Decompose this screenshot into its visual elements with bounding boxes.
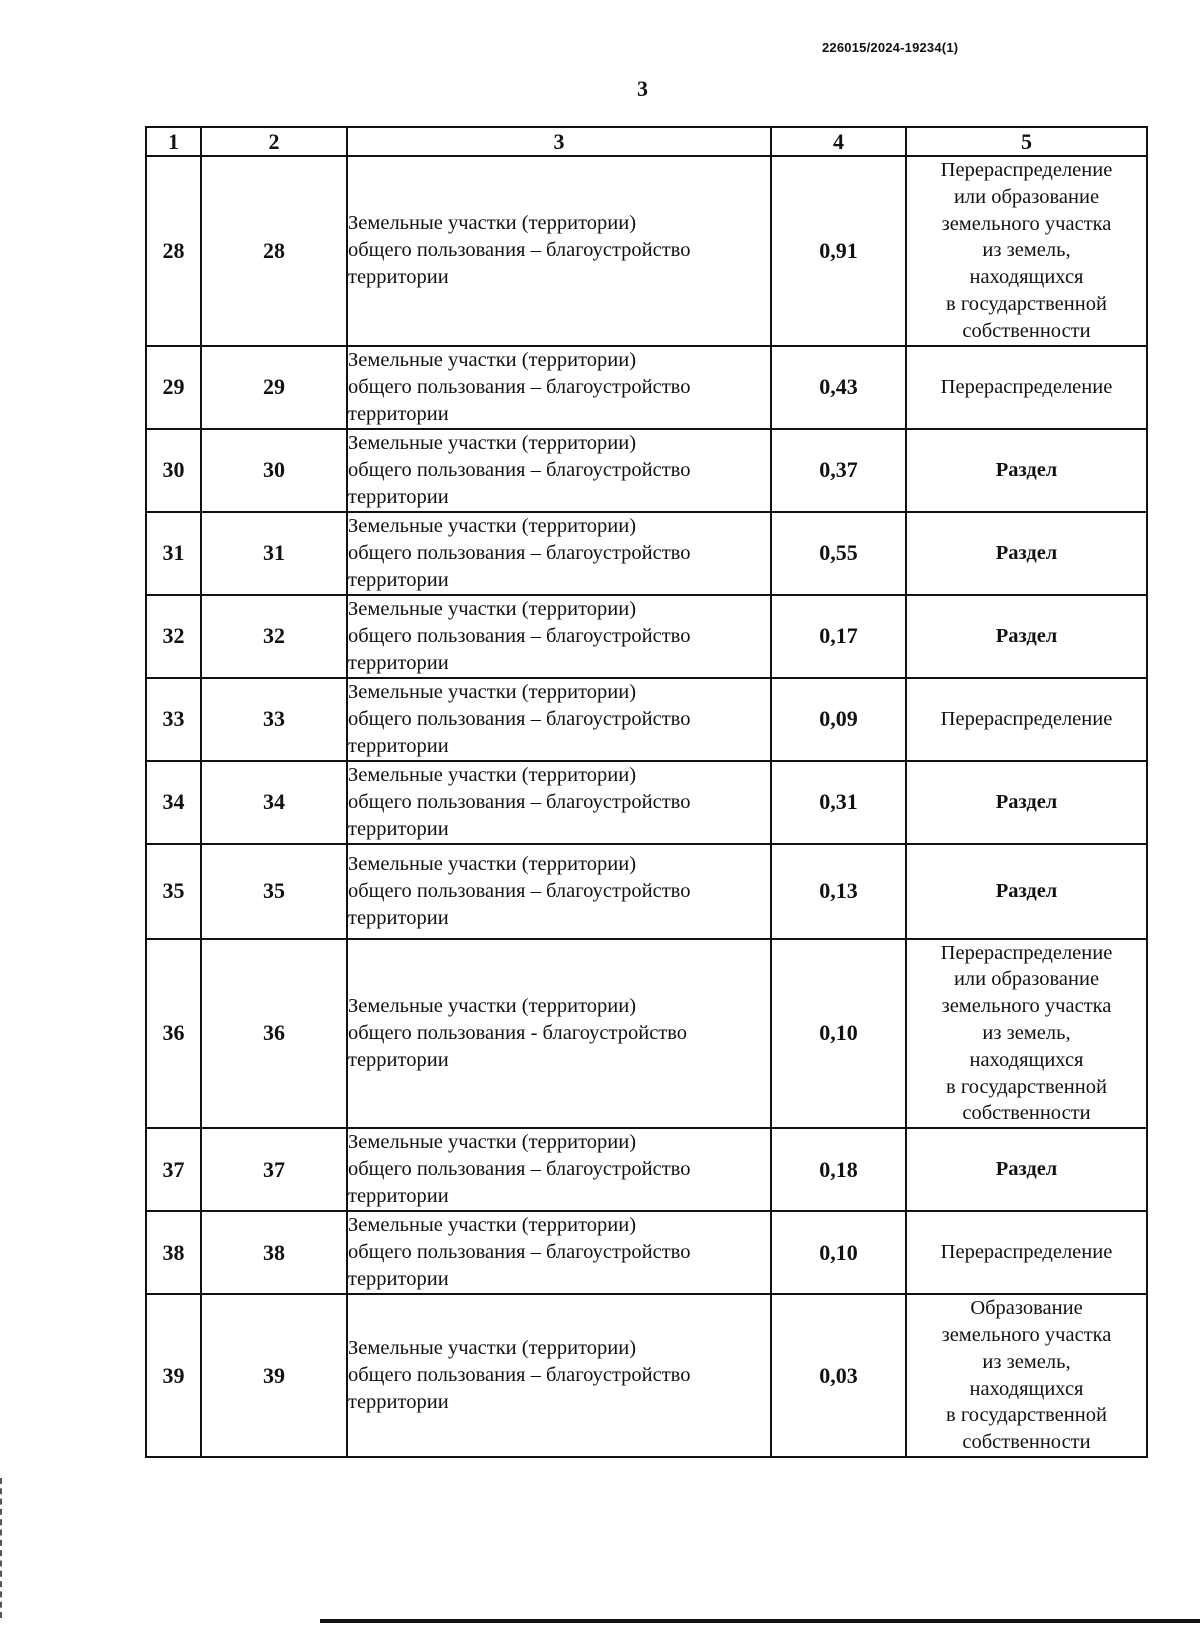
description-line: Земельные участки (территории) xyxy=(348,1214,637,1237)
plot-area-cell: 0,09 xyxy=(771,678,906,761)
table-row xyxy=(146,939,1147,1129)
method-line: Раздел xyxy=(995,790,1058,813)
plot-area-cell: 0,10 xyxy=(771,939,906,1129)
formation-method-cell xyxy=(906,844,1147,939)
row-index-cell: 29 xyxy=(146,346,201,429)
header-row xyxy=(146,127,1147,156)
formation-method-cell xyxy=(906,1211,1147,1294)
description-line: общего пользования – благоустройство xyxy=(348,790,691,813)
description-line: территории xyxy=(348,906,449,929)
plot-description-cell xyxy=(347,678,771,761)
description-line: территории xyxy=(348,1048,449,1071)
description-line: территории xyxy=(348,402,449,425)
column-header-4: 4 xyxy=(771,127,906,156)
table-header xyxy=(146,127,1147,156)
method-line: Перераспределение xyxy=(940,707,1113,730)
column-header-3: 3 xyxy=(347,127,771,156)
plot-description-cell xyxy=(347,595,771,678)
table-row xyxy=(146,844,1147,939)
plot-number-cell: 35 xyxy=(201,844,347,939)
description-line: территории xyxy=(348,651,449,674)
method-line: Перераспределение xyxy=(940,159,1113,181)
document-number: 226015/2024-19234(1) xyxy=(822,40,959,55)
method-line: или образование xyxy=(953,968,1100,991)
description-line: Земельные участки (территории) xyxy=(348,212,637,235)
table-row xyxy=(146,1211,1147,1294)
row-index-cell: 28 xyxy=(146,156,201,346)
table-row xyxy=(146,346,1147,429)
plot-area-cell: 0,91 xyxy=(771,156,906,346)
method-line: в государственной xyxy=(946,1075,1107,1098)
footer-rule xyxy=(320,1619,1200,1623)
formation-method-cell xyxy=(906,1294,1147,1457)
formation-method-cell xyxy=(906,429,1147,512)
formation-method-cell xyxy=(906,939,1147,1129)
table-row xyxy=(146,512,1147,595)
plot-area-cell: 0,13 xyxy=(771,844,906,939)
plot-number-cell: 28 xyxy=(201,156,347,346)
method-line: собственности xyxy=(962,1102,1091,1125)
method-line: собственности xyxy=(962,1431,1091,1454)
description-line: территории xyxy=(348,1185,449,1208)
description-line: территории xyxy=(348,485,449,508)
method-line: из земель, xyxy=(982,1021,1071,1044)
method-line: из земель, xyxy=(982,239,1071,262)
column-header-5: 5 xyxy=(906,127,1147,156)
description-line: общего пользования – благоустройство xyxy=(348,707,691,730)
description-line: общего пользования – благоустройство xyxy=(348,1241,691,1264)
description-line: территории xyxy=(348,1268,449,1291)
description-line: общего пользования - благоустройство xyxy=(348,1021,688,1044)
formation-method-cell xyxy=(906,346,1147,429)
plot-area-cell: 0,43 xyxy=(771,346,906,429)
plot-area-cell: 0,55 xyxy=(771,512,906,595)
plot-area-cell: 0,03 xyxy=(771,1294,906,1457)
plot-number-cell: 31 xyxy=(201,512,347,595)
plot-number-cell: 34 xyxy=(201,761,347,844)
plot-description-cell xyxy=(347,1294,771,1457)
page-number: 3 xyxy=(637,76,648,101)
row-index-cell: 34 xyxy=(146,761,201,844)
description-line: общего пользования – благоустройство xyxy=(348,458,691,481)
description-line: Земельные участки (территории) xyxy=(348,348,637,371)
row-index-cell: 33 xyxy=(146,678,201,761)
plot-description-cell xyxy=(347,512,771,595)
description-line: Земельные участки (территории) xyxy=(348,994,637,1017)
description-line: Земельные участки (территории) xyxy=(348,431,637,454)
method-line: Перераспределение xyxy=(940,1241,1113,1264)
row-index-cell: 35 xyxy=(146,844,201,939)
row-index-cell: 38 xyxy=(146,1211,201,1294)
formation-method-cell xyxy=(906,512,1147,595)
method-line: Раздел xyxy=(995,541,1058,564)
plot-area-cell: 0,18 xyxy=(771,1128,906,1211)
plot-description-cell xyxy=(347,1128,771,1211)
description-line: территории xyxy=(348,568,449,591)
plot-number-cell: 30 xyxy=(201,429,347,512)
table-row xyxy=(146,156,1147,346)
table-row xyxy=(146,1294,1147,1457)
method-line: в государственной xyxy=(946,292,1107,315)
formation-method-cell xyxy=(906,156,1147,346)
formation-method-cell xyxy=(906,1128,1147,1211)
description-line: Земельные участки (территории) xyxy=(348,852,637,875)
plot-number-cell: 29 xyxy=(201,346,347,429)
plot-description-cell xyxy=(347,761,771,844)
plot-area-cell: 0,31 xyxy=(771,761,906,844)
description-line: территории xyxy=(348,1391,449,1414)
margin-scan-marks xyxy=(0,1478,4,1618)
method-line: Раздел xyxy=(995,624,1058,647)
table-row xyxy=(146,761,1147,844)
description-line: общего пользования – благоустройство xyxy=(348,1364,691,1387)
method-line: земельного участка xyxy=(941,212,1112,235)
method-line: Раздел xyxy=(995,458,1058,481)
description-line: общего пользования – благоустройство xyxy=(348,879,691,902)
plot-number-cell: 33 xyxy=(201,678,347,761)
description-line: общего пользования – благоустройство xyxy=(348,375,691,398)
plot-number-cell: 32 xyxy=(201,595,347,678)
plot-description-cell xyxy=(347,844,771,939)
table-row xyxy=(146,429,1147,512)
formation-method-cell xyxy=(906,595,1147,678)
plot-number-cell: 39 xyxy=(201,1294,347,1457)
column-header-2: 2 xyxy=(201,127,347,156)
plot-description-cell xyxy=(347,156,771,346)
method-line: находящихся xyxy=(969,266,1084,289)
method-line: Образование xyxy=(970,1297,1083,1320)
description-line: Земельные участки (территории) xyxy=(348,597,637,620)
method-line: Перераспределение xyxy=(940,375,1113,398)
formation-method-cell xyxy=(906,761,1147,844)
description-line: общего пользования – благоустройство xyxy=(348,541,691,564)
description-line: территории xyxy=(348,817,449,840)
row-index-cell: 32 xyxy=(146,595,201,678)
land-plots-table xyxy=(145,126,1148,1458)
formation-method-cell xyxy=(906,678,1147,761)
description-line: Земельные участки (территории) xyxy=(348,1337,637,1360)
plot-area-cell: 0,10 xyxy=(771,1211,906,1294)
row-index-cell: 36 xyxy=(146,939,201,1129)
plot-description-cell xyxy=(347,1211,771,1294)
plot-number-cell: 36 xyxy=(201,939,347,1129)
method-line: или образование xyxy=(953,185,1100,208)
row-index-cell: 30 xyxy=(146,429,201,512)
method-line: собственности xyxy=(962,319,1091,342)
plot-description-cell xyxy=(347,429,771,512)
plot-number-cell: 38 xyxy=(201,1211,347,1294)
method-line: находящихся xyxy=(969,1377,1084,1400)
column-header-1: 1 xyxy=(146,127,201,156)
description-line: территории xyxy=(348,266,449,289)
method-line: земельного участка xyxy=(941,995,1112,1018)
description-line: Земельные участки (территории) xyxy=(348,763,637,786)
plot-area-cell: 0,37 xyxy=(771,429,906,512)
table-body xyxy=(146,156,1147,1457)
row-index-cell: 31 xyxy=(146,512,201,595)
method-line: Раздел xyxy=(995,879,1058,902)
description-line: Земельные участки (территории) xyxy=(348,680,637,703)
method-line: из земель, xyxy=(982,1350,1071,1373)
table-row xyxy=(146,1128,1147,1211)
method-line: Перераспределение xyxy=(940,941,1113,964)
method-line: земельного участка xyxy=(941,1323,1112,1346)
plot-area-cell: 0,17 xyxy=(771,595,906,678)
row-index-cell: 39 xyxy=(146,1294,201,1457)
description-line: общего пользования – благоустройство xyxy=(348,1158,691,1181)
description-line: Земельные участки (территории) xyxy=(348,1131,637,1154)
plot-number-cell: 37 xyxy=(201,1128,347,1211)
table-row xyxy=(146,678,1147,761)
plot-description-cell xyxy=(347,939,771,1129)
table-row xyxy=(146,595,1147,678)
method-line: находящихся xyxy=(969,1048,1084,1071)
method-line: в государственной xyxy=(946,1404,1107,1427)
description-line: общего пользования – благоустройство xyxy=(348,239,691,262)
description-line: территории xyxy=(348,734,449,757)
description-line: общего пользования – благоустройство xyxy=(348,624,691,647)
row-index-cell: 37 xyxy=(146,1128,201,1211)
description-line: Земельные участки (территории) xyxy=(348,514,637,537)
method-line: Раздел xyxy=(995,1158,1058,1181)
plot-description-cell xyxy=(347,346,771,429)
